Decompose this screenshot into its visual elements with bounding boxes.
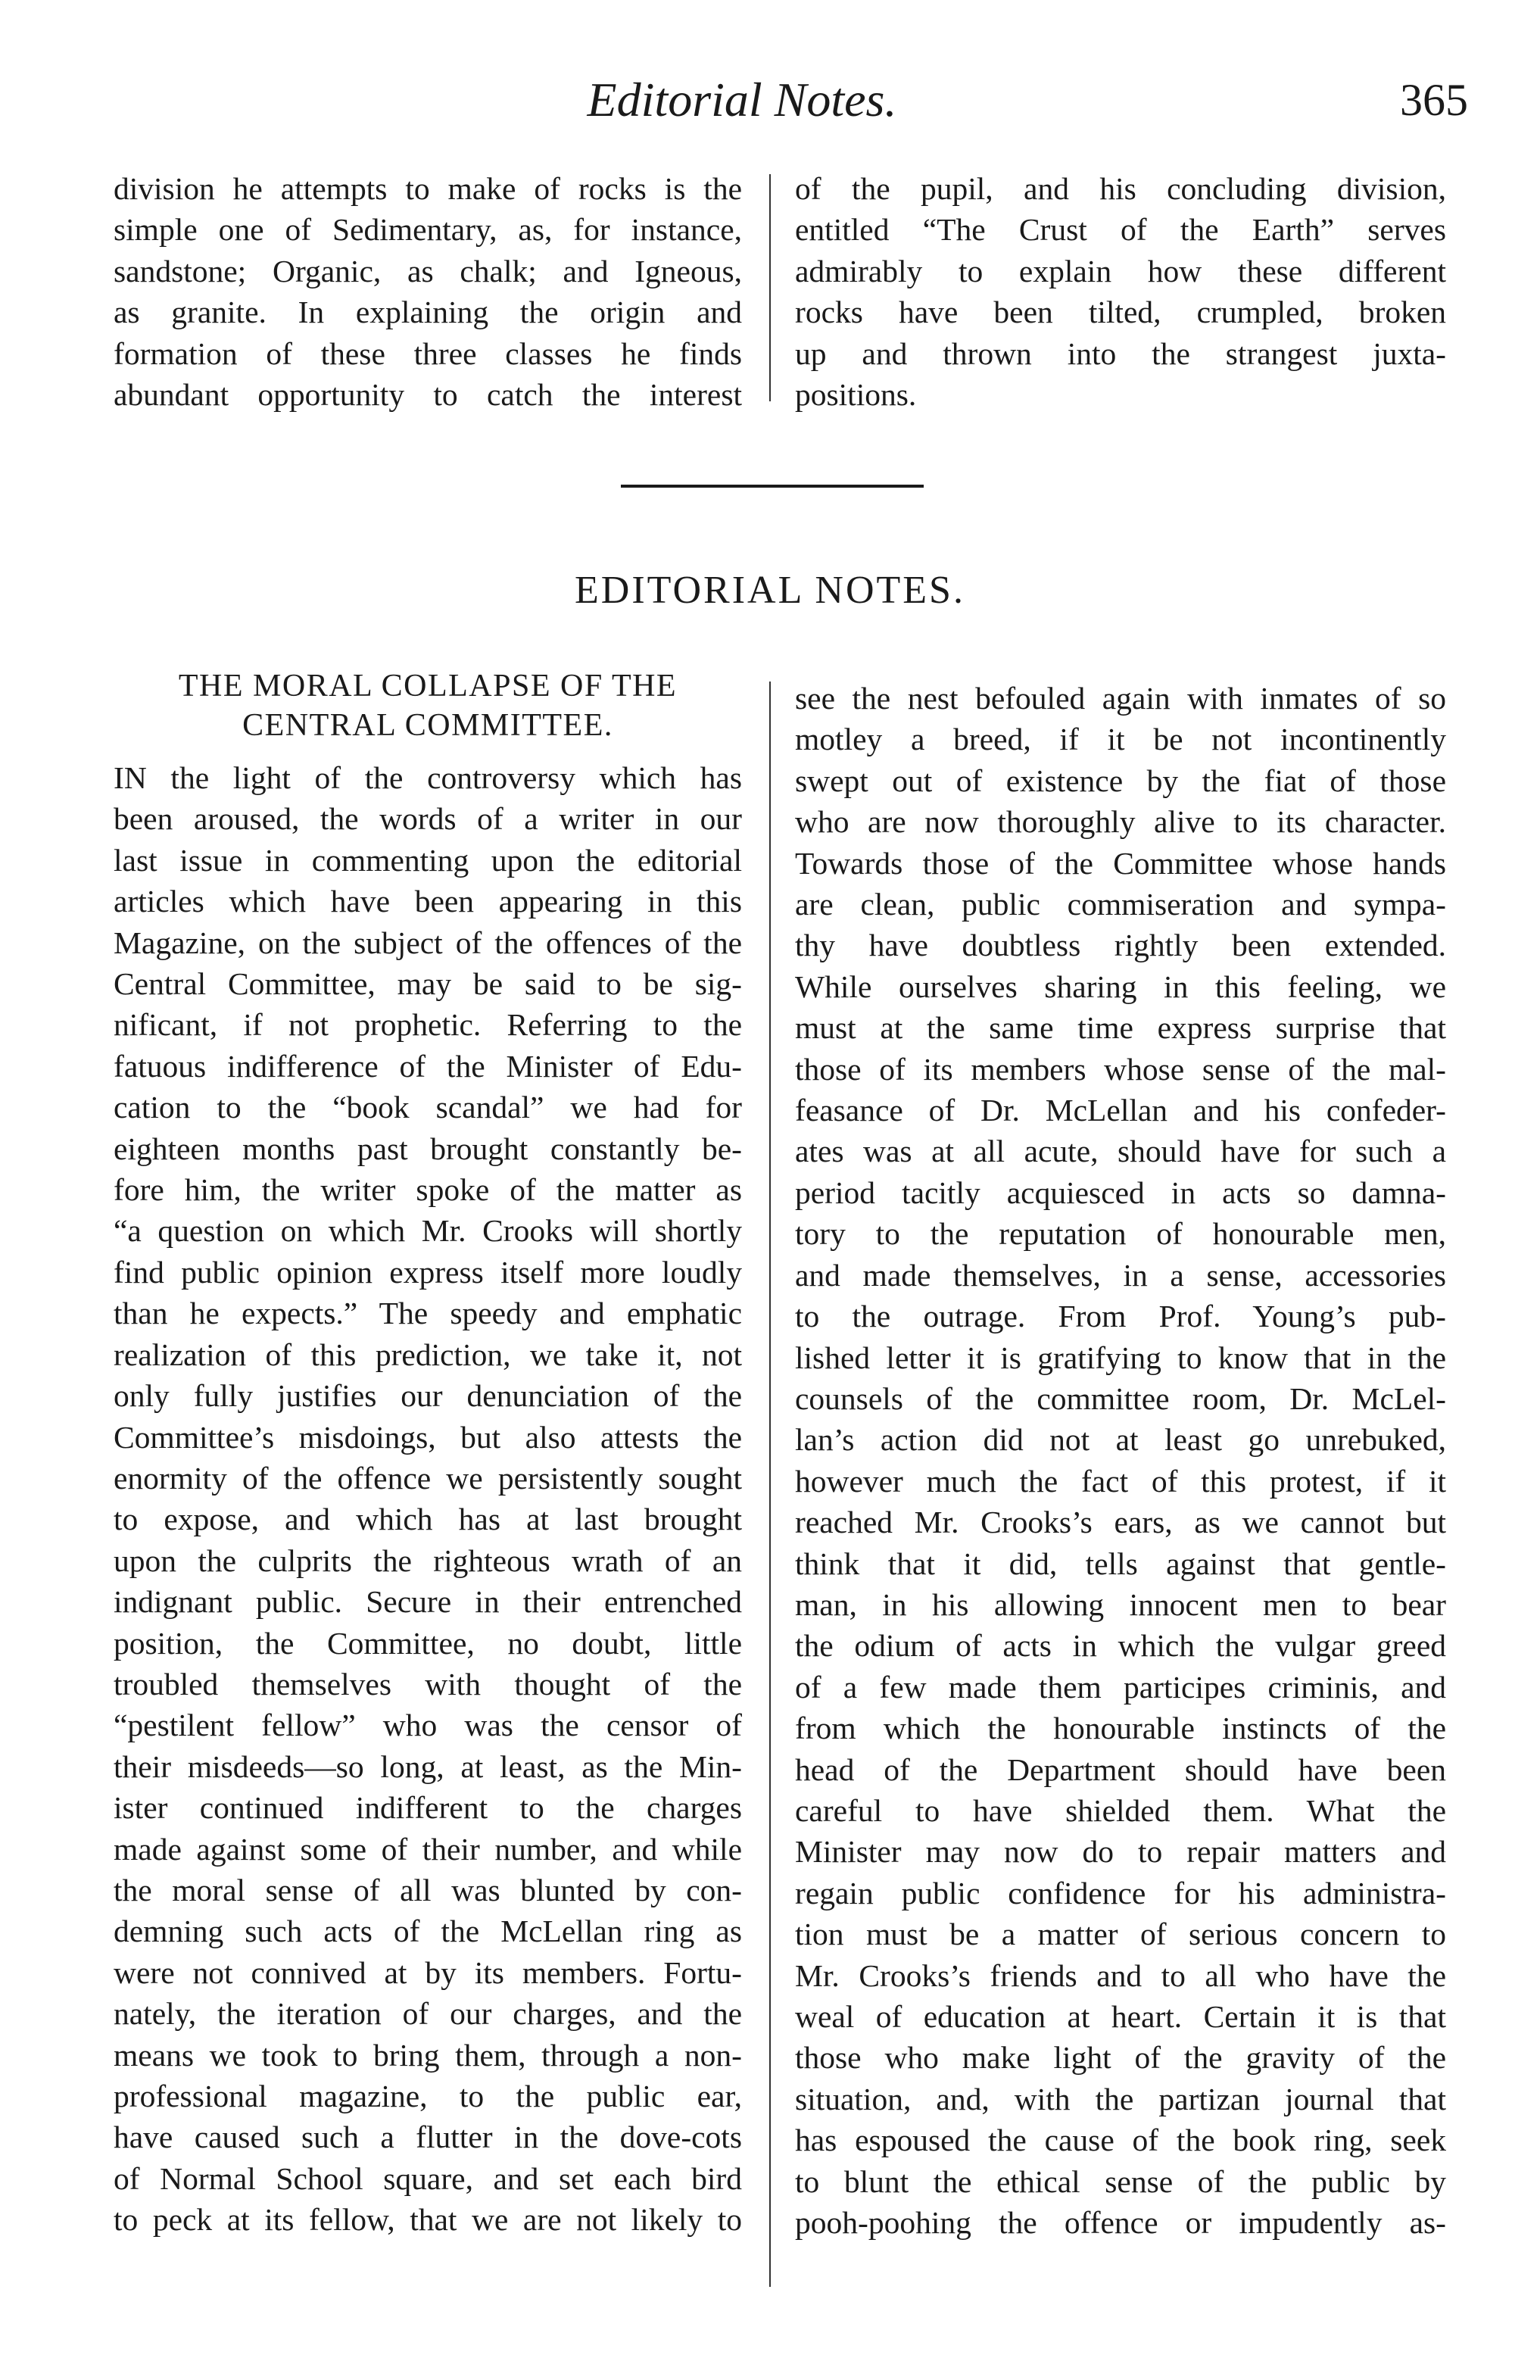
text-line: to peck at its fellow, that we are not likely to: [114, 2202, 742, 2238]
article-title-line: THE MORAL COLLAPSE OF THE: [178, 669, 678, 703]
top-left-column: [114, 168, 742, 415]
text-line: were not connived at by its members. Fortu-: [114, 1954, 742, 1990]
column-divider-bottom: [769, 682, 771, 2287]
running-head: [0, 70, 1540, 138]
text-line: formation of these three classes he finds: [114, 335, 742, 371]
section-divider: [621, 485, 924, 488]
text-line: however much the fact of this protest, if it: [795, 1463, 1446, 1499]
text-line: realization of this prediction, we take it, not: [114, 1337, 742, 1372]
text-line: Magazine, on the subject of the offences of the: [114, 925, 742, 960]
text-line: rocks have been tilted, crumpled, broken: [795, 295, 1446, 330]
text-line: position, the Committee, no doubt, little: [114, 1625, 742, 1661]
text-line: tion must be a matter of serious concern to: [795, 1917, 1446, 1952]
top-right-column: [795, 168, 1446, 415]
text-line: see the nest befouled again with inmates of so: [795, 681, 1446, 716]
text-line: thy have doubtless rightly been extended.: [795, 928, 1446, 963]
page-number: 365: [1400, 75, 1468, 125]
text-line: and made themselves, in a sense, accessories: [795, 1257, 1446, 1293]
text-line: entitled “The Crust of the Earth” serves: [795, 212, 1446, 248]
text-line: motley a breed, if it be not incontinently: [795, 722, 1446, 757]
text-line: ates was at all acute, should have for such a: [795, 1134, 1446, 1169]
text-line: to expose, and which has at last brought: [114, 1502, 742, 1537]
text-line: made against some of their number, and while: [114, 1831, 742, 1867]
body-right-column: [795, 678, 1446, 2243]
text-line: simple one of Sedimentary, as, for instance,: [114, 212, 742, 248]
text-line: must at the same time express surprise that: [795, 1010, 1446, 1046]
text-line: positions.: [795, 377, 917, 413]
text-line: been aroused, the words of a writer in our: [114, 801, 742, 837]
text-line: nately, the iteration of our charges, and the: [114, 1996, 742, 2032]
section-title: EDITORIAL NOTES.: [575, 569, 965, 612]
text-line: cation to the “book scandal” we had for: [114, 1090, 742, 1125]
text-line: careful to have shielded them. What the: [795, 1792, 1446, 1828]
text-line: demning such acts of the McLellan ring as: [114, 1914, 742, 1949]
text-line: “a question on which Mr. Crooks will shortly: [114, 1213, 742, 1249]
text-line: Committee’s misdoings, but also attests the: [114, 1419, 742, 1455]
text-line: reached Mr. Crooks’s ears, as we cannot but: [795, 1505, 1446, 1540]
text-line: lished letter it is gratifying to know that in the: [795, 1340, 1446, 1375]
text-line: articles which have been appearing in this: [114, 884, 742, 919]
text-line: tory to the reputation of honourable men,: [795, 1216, 1446, 1252]
text-line: admirably to explain how these different: [795, 253, 1446, 289]
text-line: the moral sense of all was blunted by con-: [114, 1872, 742, 1907]
body-left-column: [114, 757, 742, 2241]
text-line: only fully justifies our denunciation of the: [114, 1378, 742, 1414]
text-line: head of the Department should have been: [795, 1751, 1446, 1787]
text-line: of a few made them participes criminis, and: [795, 1669, 1446, 1705]
text-line: “pestilent fellow” who was the censor of: [114, 1708, 742, 1743]
text-line: abundant opportunity to catch the interest: [114, 377, 742, 413]
text-line: find public opinion express itself more loudly: [114, 1254, 742, 1290]
text-line: upon the culprits the righteous wrath of an: [114, 1542, 742, 1578]
text-line: situation, and, with the partizan journal that: [795, 2081, 1446, 2116]
text-line: think that it did, tells against that gentle-: [795, 1546, 1446, 1581]
text-line: eighteen months past brought constantly be-: [114, 1131, 742, 1166]
text-line: from which the honourable instincts of the: [795, 1711, 1446, 1746]
text-line: regain public confidence for his administra-: [795, 1875, 1446, 1911]
text-line: ister continued indifferent to the charges: [114, 1790, 742, 1826]
column-divider-top: [769, 174, 771, 401]
text-line: of the pupil, and his concluding division,: [795, 171, 1446, 206]
text-line: indignant public. Secure in their entrenched: [114, 1584, 742, 1620]
text-line: enormity of the offence we persistently sought: [114, 1460, 742, 1496]
text-line: sandstone; Organic, as chalk; and Igneous,: [114, 253, 742, 289]
text-line: fatuous indifference of the Minister of Edu-: [114, 1048, 742, 1084]
text-line: fore him, the writer spoke of the matter as: [114, 1172, 742, 1208]
text-line: lan’s action did not at least go unrebuked,: [795, 1422, 1446, 1458]
text-line: means we took to bring them, through a non-: [114, 2037, 742, 2073]
text-line: counsels of the committee room, Dr. McLel-: [795, 1380, 1446, 1416]
text-line: division he attempts to make of rocks is the: [114, 171, 742, 206]
text-line: their misdeeds—so long, at least, as the Min-: [114, 1748, 742, 1784]
article-title: [114, 666, 742, 745]
text-line: swept out of existence by the fiat of those: [795, 763, 1446, 798]
text-line: are clean, public commiseration and sympa-: [795, 887, 1446, 922]
text-line: those who make light of the gravity of the: [795, 2040, 1446, 2076]
text-line: Towards those of the Committee whose hands: [795, 845, 1446, 881]
text-line: Minister may now do to repair matters and: [795, 1834, 1446, 1870]
text-line: the odium of acts in which the vulgar greed: [795, 1628, 1446, 1664]
text-line: Mr. Crooks’s friends and to all who have the: [795, 1957, 1446, 1993]
text-line: weal of education at heart. Certain it is that: [795, 1999, 1446, 2034]
text-line: man, in his allowing innocent men to bear: [795, 1586, 1446, 1622]
text-line: up and thrown into the strangest juxta-: [795, 335, 1446, 371]
text-line: pooh-poohing the offence or impudently as-: [795, 2205, 1446, 2241]
text-line: nificant, if not prophetic. Referring to the: [114, 1007, 742, 1043]
text-line: IN the light of the controversy which has: [114, 760, 742, 795]
text-line: of Normal School square, and set each bird: [114, 2160, 742, 2196]
text-line: last issue in commenting upon the editorial: [114, 842, 742, 878]
text-line: as granite. In explaining the origin and: [114, 295, 742, 330]
text-line: than he expects.” The speedy and emphatic: [114, 1296, 742, 1331]
text-line: period tacitly acquiesced in acts so damna-: [795, 1174, 1446, 1210]
text-line: professional magazine, to the public ear,: [114, 2079, 742, 2113]
running-title: Editorial Notes.: [587, 73, 897, 126]
text-line: Central Committee, may be said to be sig-: [114, 966, 742, 1002]
text-line: While ourselves sharing in this feeling, we: [795, 969, 1446, 1004]
article-title-line: CENTRAL COMMITTEE.: [242, 708, 613, 743]
text-line: has espoused the cause of the book ring, seek: [795, 2123, 1446, 2158]
text-line: troubled themselves with thought of the: [114, 1666, 742, 1702]
text-line: to the outrage. From Prof. Young’s pub-: [795, 1299, 1446, 1334]
text-line: have caused such a flutter in the dove-cots: [114, 2120, 742, 2155]
text-line: feasance of Dr. McLellan and his confeder-: [795, 1093, 1446, 1128]
text-line: those of its members whose sense of the mal-: [795, 1051, 1446, 1087]
text-line: who are now thoroughly alive to its character.: [795, 804, 1446, 840]
text-line: to blunt the ethical sense of the public by: [795, 2163, 1446, 2199]
